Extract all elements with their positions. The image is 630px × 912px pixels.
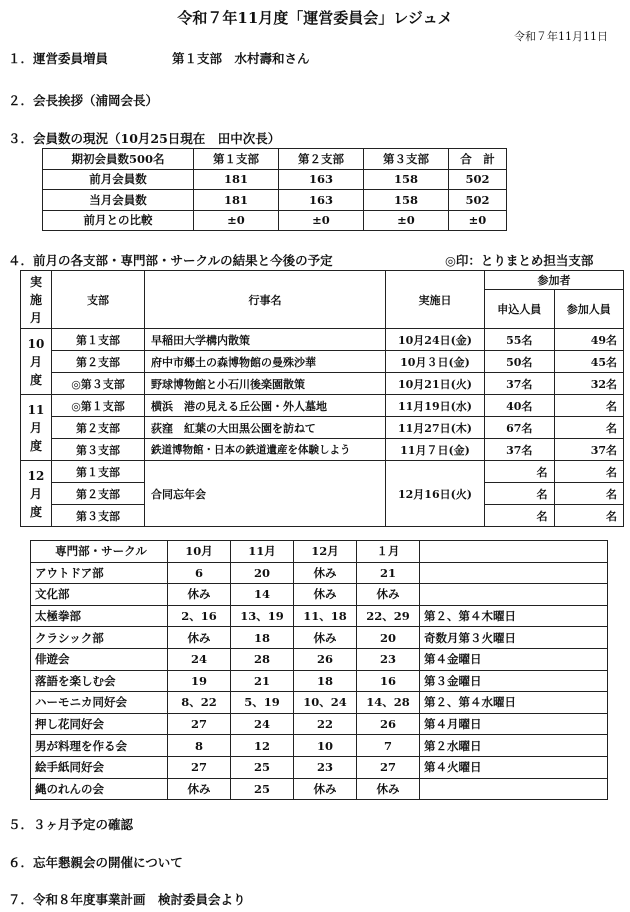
item-2-label: ２．会長挨拶（浦岡会長） (8, 93, 159, 108)
month-value-cell: 24 (168, 648, 231, 670)
header-cell: 10月 (168, 541, 231, 563)
cell: ±0 (364, 210, 449, 231)
circle-name-cell: クラシック部 (31, 627, 168, 649)
circle-name-cell: 押し花同好会 (31, 713, 168, 735)
cell: 163 (279, 190, 364, 211)
activities-table (20, 270, 624, 527)
table-row (43, 169, 507, 190)
month-value-cell: 休み (294, 778, 357, 800)
month-value-cell: 14 (231, 584, 294, 606)
circle-name-cell: ハーモニカ同好会 (31, 692, 168, 714)
month-cell: 12 月 度 (21, 461, 52, 527)
date-cell: 10月３日(金) (386, 351, 485, 373)
row-label: 前月会員数 (43, 169, 194, 190)
month-value-cell: 22 (294, 713, 357, 735)
applied-cell: 55名 (485, 329, 555, 351)
month-value-cell: 18 (294, 670, 357, 692)
table-row (31, 627, 608, 649)
table-row (31, 605, 608, 627)
table-row (43, 210, 507, 231)
table-row (21, 461, 624, 483)
table-row (21, 373, 624, 395)
attended-cell: 45名 (554, 351, 624, 373)
header-cell: １月 (357, 541, 420, 563)
month-value-cell: 20 (357, 627, 420, 649)
month-value-cell: 14、28 (357, 692, 420, 714)
branch-cell: 第１支部 (52, 461, 145, 483)
month-value-cell: 13、19 (231, 605, 294, 627)
attended-cell: 32名 (554, 373, 624, 395)
month-value-cell: 休み (294, 584, 357, 606)
circle-name-cell: 落語を楽しむ会 (31, 670, 168, 692)
row-label: 前月との比較 (43, 210, 194, 231)
table-header-row (31, 541, 608, 563)
attended-cell: 名 (554, 461, 624, 483)
header-cell: 第１支部 (194, 149, 279, 170)
cell: 158 (364, 169, 449, 190)
month-value-cell: 11、18 (294, 605, 357, 627)
table-row (31, 778, 608, 800)
table-header-row (43, 149, 507, 170)
month-value-cell: 21 (231, 670, 294, 692)
circle-name-cell: 俳遊会 (31, 648, 168, 670)
applied-cell: 名 (485, 483, 555, 505)
applied-cell: 40名 (485, 395, 555, 417)
table-header-row (21, 271, 624, 290)
month-value-cell: 休み (168, 627, 231, 649)
month-value-cell: 26 (294, 648, 357, 670)
month-value-cell: 25 (231, 778, 294, 800)
schedule-note-cell: 奇数月第３火曜日 (420, 627, 608, 649)
table-row (31, 735, 608, 757)
circle-name-cell: 絵手紙同好会 (31, 756, 168, 778)
month-value-cell: 10、24 (294, 692, 357, 714)
schedule-note-cell: 第４金曜日 (420, 648, 608, 670)
cell: ±0 (449, 210, 507, 231)
header-cell (420, 541, 608, 563)
month-value-cell: 21 (357, 562, 420, 584)
attended-cell: 名 (554, 417, 624, 439)
month-value-cell: 23 (357, 648, 420, 670)
month-value-cell: 16 (357, 670, 420, 692)
header-attended: 参加人員 (554, 290, 624, 329)
header-cell: 第３支部 (364, 149, 449, 170)
header-event: 行事名 (145, 271, 386, 329)
circle-name-cell: 文化部 (31, 584, 168, 606)
table-row (31, 670, 608, 692)
item-1-label: １．運営委員増員 (8, 51, 109, 66)
date-cell: 11月27日(木) (386, 417, 485, 439)
month-value-cell: 2、16 (168, 605, 231, 627)
applied-cell: 67名 (485, 417, 555, 439)
branch-cell: 第２支部 (52, 351, 145, 373)
date-cell: 12月16日(火) (386, 461, 485, 527)
table-row (31, 562, 608, 584)
cell: 163 (279, 169, 364, 190)
schedule-note-cell: 第２、第４水曜日 (420, 692, 608, 714)
item-1-detail: 第１支部 水村壽和さん (172, 51, 310, 66)
circle-name-cell: アウトドア部 (31, 562, 168, 584)
month-value-cell: 24 (231, 713, 294, 735)
cell: 181 (194, 169, 279, 190)
date-cell: 11月７日(金) (386, 439, 485, 461)
cell: 502 (449, 169, 507, 190)
header-cell: 期初会員数500名 (43, 149, 194, 170)
month-cell: 11 月 度 (21, 395, 52, 461)
event-cell: 鉄道博物館・日本の鉄道遺産を体験しよう (145, 439, 386, 461)
applied-cell: 名 (485, 461, 555, 483)
table-row (21, 417, 624, 439)
schedule-note-cell: 第２、第４木曜日 (420, 605, 608, 627)
header-cell: 12月 (294, 541, 357, 563)
table-row (21, 351, 624, 373)
item-3-label: ３．会員数の現況（10月25日現在 田中次長） (8, 131, 281, 146)
branch-cell: 第１支部 (52, 329, 145, 351)
table-row (31, 713, 608, 735)
month-value-cell: 22、29 (357, 605, 420, 627)
month-value-cell: 7 (357, 735, 420, 757)
schedule-note-cell: 第４火曜日 (420, 756, 608, 778)
schedule-note-cell (420, 562, 608, 584)
table-row (21, 329, 624, 351)
circles-table (30, 540, 608, 800)
month-value-cell: 27 (357, 756, 420, 778)
attended-cell: 名 (554, 483, 624, 505)
month-value-cell: 休み (357, 778, 420, 800)
month-value-cell: 19 (168, 670, 231, 692)
table-row (31, 584, 608, 606)
cell: ±0 (194, 210, 279, 231)
page-title: 令和７年11月度「運営委員会」レジュメ (177, 9, 453, 27)
header-cell: 専門部・サークル (31, 541, 168, 563)
header-date: 実施日 (386, 271, 485, 329)
schedule-note-cell (420, 584, 608, 606)
month-value-cell: 12 (231, 735, 294, 757)
branch-cell: 第３支部 (52, 505, 145, 527)
month-value-cell: 休み (168, 584, 231, 606)
month-value-cell: 25 (231, 756, 294, 778)
branch-cell: 第３支部 (52, 439, 145, 461)
table-row (31, 756, 608, 778)
branch-cell: ◎第３支部 (52, 373, 145, 395)
event-cell: 荻窪 紅葉の大田黒公園を訪ねて (145, 417, 386, 439)
month-value-cell: 18 (231, 627, 294, 649)
applied-cell: 37名 (485, 373, 555, 395)
cell: ±0 (279, 210, 364, 231)
month-value-cell: 27 (168, 713, 231, 735)
item-4-note: ◎印：とりまとめ担当支部 (445, 253, 594, 268)
month-cell: 10 月 度 (21, 329, 52, 395)
month-value-cell: 28 (231, 648, 294, 670)
table-row (43, 190, 507, 211)
month-value-cell: 20 (231, 562, 294, 584)
branch-cell: ◎第１支部 (52, 395, 145, 417)
item-5-label: ５．３ヶ月予定の確認 (8, 817, 134, 832)
membership-table (42, 148, 507, 231)
event-cell: 野球博物館と小石川後楽園散策 (145, 373, 386, 395)
month-value-cell: 5、19 (231, 692, 294, 714)
schedule-note-cell (420, 778, 608, 800)
cell: 181 (194, 190, 279, 211)
cell: 158 (364, 190, 449, 211)
branch-cell: 第２支部 (52, 417, 145, 439)
item-6-label: ６．忘年懇親会の開催について (8, 855, 183, 870)
month-value-cell: 休み (357, 584, 420, 606)
header-applied: 申込人員 (485, 290, 555, 329)
month-value-cell: 休み (168, 778, 231, 800)
event-cell: 早稲田大学構内散策 (145, 329, 386, 351)
month-value-cell: 6 (168, 562, 231, 584)
date-cell: 11月19日(水) (386, 395, 485, 417)
header-participants: 参加者 (485, 271, 624, 290)
attended-cell: 49名 (554, 329, 624, 351)
row-label: 当月会員数 (43, 190, 194, 211)
circle-name-cell: 太極拳部 (31, 605, 168, 627)
event-cell: 横浜 港の見える丘公園・外人墓地 (145, 395, 386, 417)
applied-cell: 37名 (485, 439, 555, 461)
header-branch: 支部 (52, 271, 145, 329)
branch-cell: 第２支部 (52, 483, 145, 505)
table-row (21, 395, 624, 417)
header-cell: 11月 (231, 541, 294, 563)
attended-cell: 名 (554, 395, 624, 417)
month-value-cell: 23 (294, 756, 357, 778)
attended-cell: 37名 (554, 439, 624, 461)
date-cell: 10月21日(火) (386, 373, 485, 395)
table-row (21, 439, 624, 461)
event-cell: 府中市郷土の森博物館の曼殊沙華 (145, 351, 386, 373)
table-row (31, 648, 608, 670)
circle-name-cell: 男が料理を作る会 (31, 735, 168, 757)
event-cell: 合同忘年会 (145, 461, 386, 527)
month-value-cell: 27 (168, 756, 231, 778)
month-value-cell: 8、22 (168, 692, 231, 714)
schedule-note-cell: 第４月曜日 (420, 713, 608, 735)
circle-name-cell: 縄のれんの会 (31, 778, 168, 800)
schedule-note-cell: 第３金曜日 (420, 670, 608, 692)
month-value-cell: 26 (357, 713, 420, 735)
applied-cell: 50名 (485, 351, 555, 373)
header-cell: 第２支部 (279, 149, 364, 170)
item-4-label: ４．前月の各支部・専門部・サークルの結果と今後の予定 (8, 253, 333, 268)
month-value-cell: 8 (168, 735, 231, 757)
item-7-label: ７．令和８年度事業計画 検討委員会より (8, 892, 246, 907)
schedule-note-cell: 第２水曜日 (420, 735, 608, 757)
date-cell: 10月24日(金) (386, 329, 485, 351)
month-value-cell: 10 (294, 735, 357, 757)
header-cell: 合 計 (449, 149, 507, 170)
document-date: 令和７年11月11日 (514, 30, 608, 43)
attended-cell: 名 (554, 505, 624, 527)
month-value-cell: 休み (294, 562, 357, 584)
header-month: 実 施 月 (21, 271, 52, 329)
cell: 502 (449, 190, 507, 211)
month-value-cell: 休み (294, 627, 357, 649)
table-row (31, 692, 608, 714)
applied-cell: 名 (485, 505, 555, 527)
